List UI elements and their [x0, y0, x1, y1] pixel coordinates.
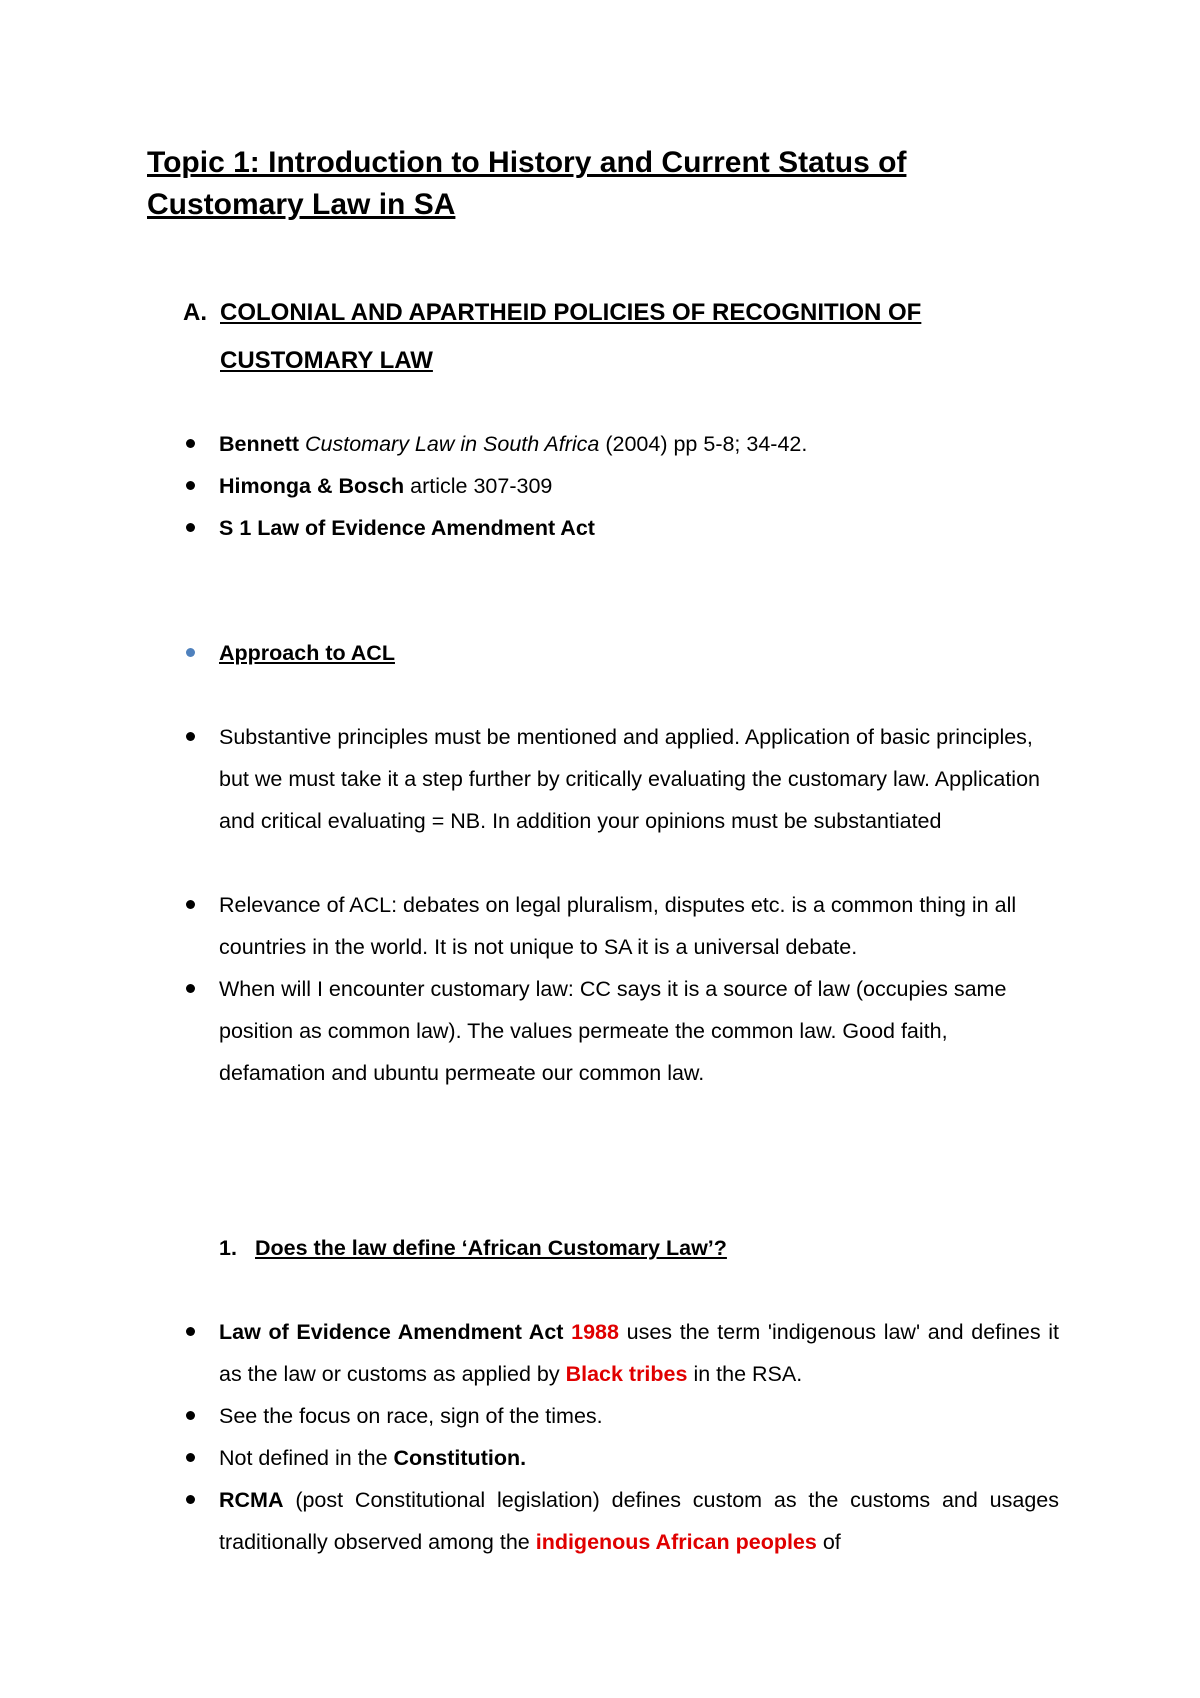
highlight-indigenous-african-peoples: indigenous African peoples: [535, 1530, 817, 1554]
bullet-icon: [186, 481, 195, 490]
reading-act: S 1 Law of Evidence Amendment Act: [219, 516, 595, 540]
page-title: Topic 1: Introduction to History and Current Status of Customary Law in SA: [147, 146, 907, 221]
approach-point: When will I encounter customary law: CC says it is a source of law (occupies same position as common law). The values permeate the common law. Good faith, defamation and ubuntu permeate our common law.: [219, 968, 1059, 1094]
reading-book-title: Customary Law in South Africa: [305, 432, 600, 456]
bullet-icon: [186, 439, 195, 448]
question-number: 1.: [219, 1236, 237, 1260]
bullet-icon: [186, 648, 195, 657]
approach-point: Relevance of ACL: debates on legal pluralism, disputes etc. is a common thing in all countries in the world. It is not unique to SA it is a universal debate.: [219, 884, 1059, 968]
definition-point: See the focus on race, sign of the times.: [219, 1395, 1059, 1437]
bullet-icon: [186, 1411, 195, 1420]
reading-item: [219, 507, 1059, 549]
reading-pages: article 307-309: [404, 474, 553, 498]
bullet-icon: [186, 1453, 195, 1462]
bullet-icon: [186, 984, 195, 993]
highlight-black-tribes: Black tribes: [565, 1362, 688, 1386]
reading-item: [219, 465, 1059, 507]
bullet-icon: [186, 1495, 195, 1504]
approach-point: Substantive principles must be mentioned and applied. Application of basic principles, but we must take it a step further by critically evaluating the customary law. Application and critical evaluating = NB. In addition your opinions must be substantiated: [219, 716, 1059, 842]
reading-item: [219, 423, 1059, 465]
bullet-icon: [186, 900, 195, 909]
approach-heading: Approach to ACL: [219, 632, 1059, 674]
highlight-year: 1988: [571, 1320, 619, 1344]
question-title: Does the law define ‘African Customary Law’?: [255, 1236, 727, 1260]
bullet-icon: [186, 732, 195, 741]
reading-author: Bennett: [219, 432, 300, 456]
bullet-icon: [186, 523, 195, 532]
section-a-title: COLONIAL AND APARTHEID POLICIES OF RECOGNITION OF CUSTOMARY LAW: [220, 299, 922, 374]
definition-point: Not defined in the Constitution.: [219, 1437, 1059, 1479]
bullet-icon: [186, 1327, 195, 1336]
definition-point: Law of Evidence Amendment Act 1988 uses the term 'indigenous law' and defines it as the law or customs as applied by Black tribes in the RSA.: [219, 1311, 1059, 1395]
definition-point: RCMA (post Constitutional legislation) defines custom as the customs and usages traditionally observed among the indigenous African peoples of: [219, 1479, 1059, 1563]
reading-pages: (2004) pp 5-8; 34-42.: [599, 432, 808, 456]
reading-author: Himonga & Bosch: [219, 474, 405, 498]
section-a-letter: A.: [183, 299, 207, 326]
